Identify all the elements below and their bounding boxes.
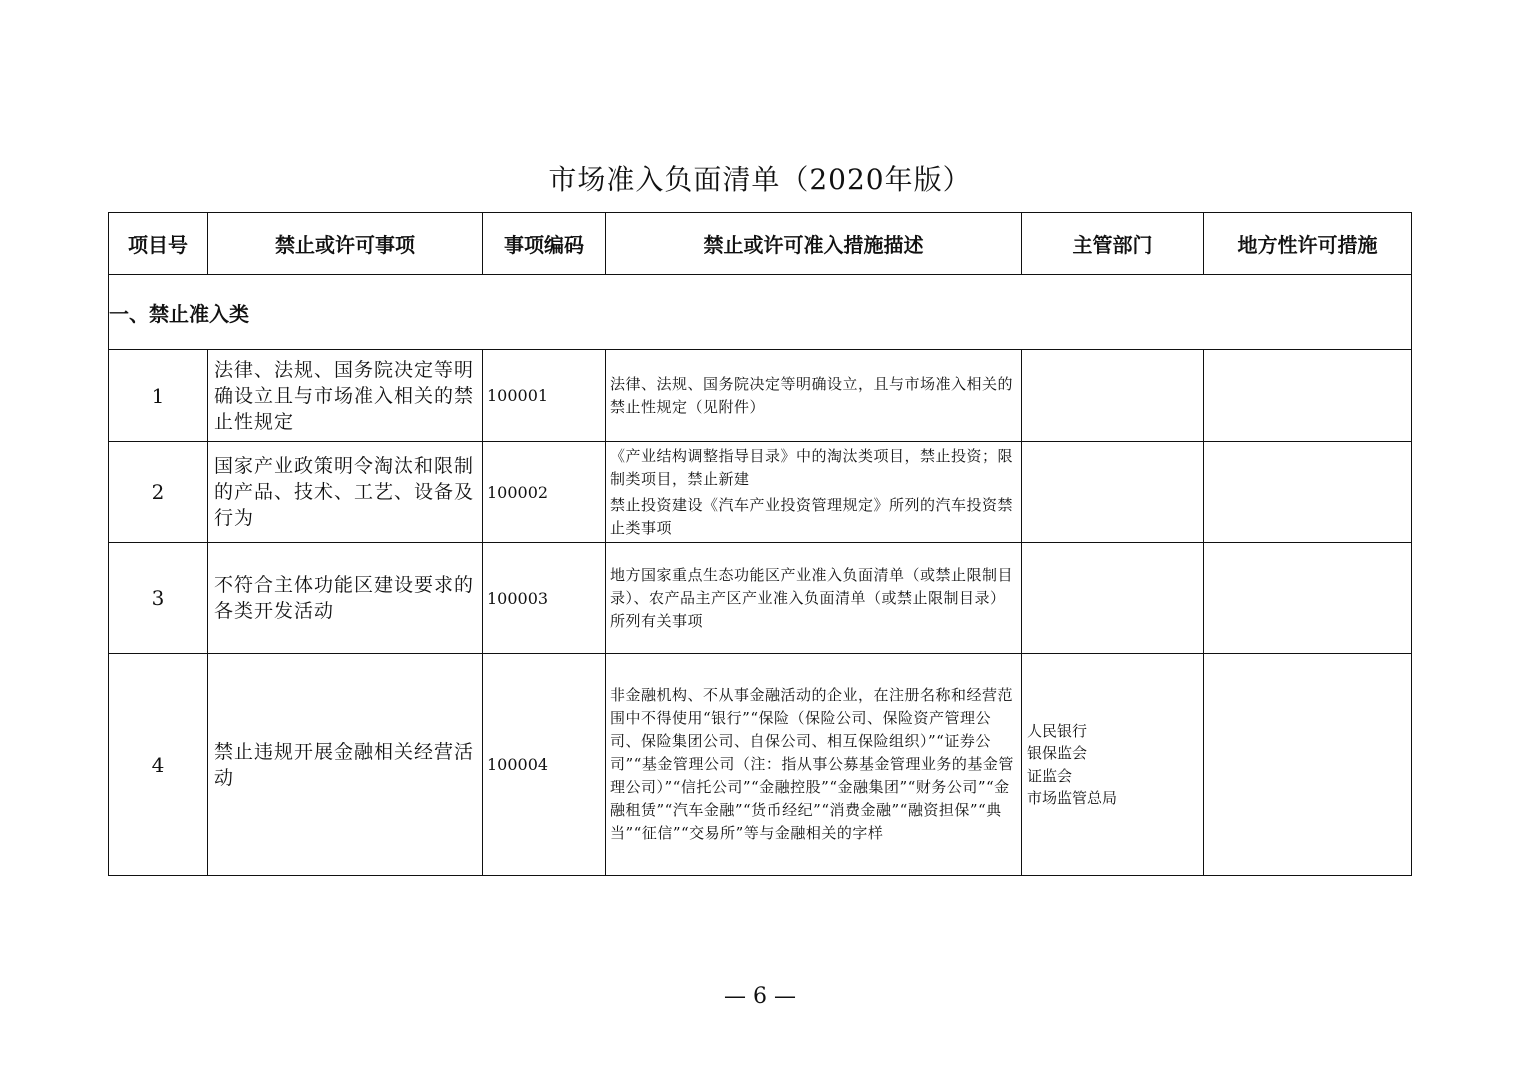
row-description [606, 543, 1022, 654]
row-description [606, 350, 1022, 442]
row-number: 3 [109, 543, 208, 654]
table-row [109, 543, 1412, 654]
header-item-no: 项目号 [109, 213, 208, 275]
row-code: 100003 [483, 543, 606, 654]
row-department [1022, 350, 1204, 442]
header-item: 禁止或许可事项 [208, 213, 483, 275]
row-item: 不符合主体功能区建设要求的各类开发活动 [208, 543, 483, 654]
department-name: 市场监管总局 [1027, 789, 1118, 807]
row-local-measures [1204, 543, 1412, 654]
description-paragraph: 法律、法规、国务院决定等明确设立，且与市场准入相关的禁止性规定（见附件） [610, 374, 1014, 416]
department-name: 银保监会 [1027, 744, 1088, 762]
row-number: 1 [109, 350, 208, 442]
header-department: 主管部门 [1022, 213, 1204, 275]
table-row [109, 654, 1412, 876]
row-description [606, 654, 1022, 876]
table-row [109, 442, 1412, 543]
header-local-measures: 地方性许可措施 [1204, 213, 1412, 275]
table-row [109, 350, 1412, 442]
description-paragraph: 《产业结构调整指导目录》中的淘汰类项目，禁止投资；限制类项目，禁止新建 [610, 446, 1014, 488]
section-title: 一、禁止准入类 [109, 275, 1412, 350]
description-paragraph: 地方国家重点生态功能区产业准入负面清单（或禁止限制目录）、农产品主产区产业准入负面清单（或禁止限制目录）所列有关事项 [610, 565, 1014, 630]
page-number: — 6 — [724, 984, 796, 1009]
row-number: 2 [109, 442, 208, 543]
section-row [109, 275, 1412, 350]
row-item: 法律、法规、国务院决定等明确设立且与市场准入相关的禁止性规定 [208, 350, 483, 442]
row-local-measures [1204, 350, 1412, 442]
row-description [606, 442, 1022, 543]
department-name: 人民银行 [1027, 721, 1088, 740]
row-local-measures [1204, 442, 1412, 543]
row-item: 禁止违规开展金融相关经营活动 [208, 654, 483, 876]
header-description: 禁止或许可准入措施描述 [606, 213, 1022, 275]
row-number: 4 [109, 654, 208, 876]
row-code: 100001 [483, 350, 606, 442]
row-code: 100004 [483, 654, 606, 876]
row-department [1022, 543, 1204, 654]
row-department [1022, 442, 1204, 543]
table-header-row [109, 213, 1412, 275]
description-paragraph: 禁止投资建设《汽车产业投资管理规定》所列的汽车投资禁止类事项 [610, 495, 1014, 537]
row-local-measures [1204, 654, 1412, 876]
row-code: 100002 [483, 442, 606, 543]
page-title: 市场准入负面清单（2020年版） [548, 163, 972, 196]
department-name: 证监会 [1027, 766, 1073, 785]
row-item: 国家产业政策明令淘汰和限制的产品、技术、工艺、设备及行为 [208, 442, 483, 543]
header-code: 事项编码 [483, 213, 606, 275]
row-department [1022, 654, 1204, 876]
description-paragraph: 非金融机构、不从事金融活动的企业，在注册名称和经营范围中不得使用“银行”“保险（保险公司、保险资产管理公司、保险集团公司、自保公司、相互保险组织）”“证券公司”“基金管理公司（注：指从事公募基金管理业务的基金管理公司）”“信托公司”“金融控股”“金融集团”“财务公司”“金融租赁”“汽车金融”“货币经纪”“消费金融”“融资担保”“典当”“征信”“交易所”等与金融相关的字样 [610, 686, 1014, 842]
negative-list-table [108, 212, 1412, 876]
